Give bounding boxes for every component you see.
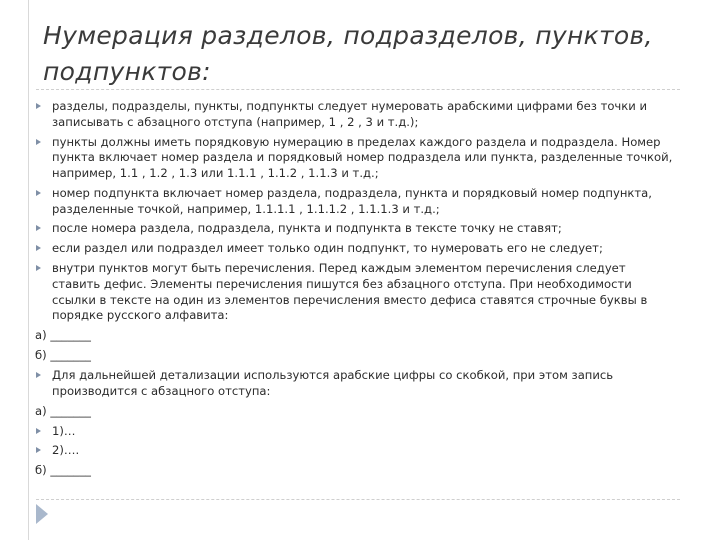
triangle-bullet-icon (36, 447, 41, 453)
footer-triangle-icon (36, 504, 48, 524)
list-item-text: если раздел или подраздел имеет только один подпункт, то нумеровать его не следует; (52, 241, 603, 256)
triangle-bullet-icon (36, 139, 41, 145)
triangle-bullet-icon (36, 245, 41, 251)
list-item-text: внутри пунктов могут быть перечисления. Перед каждым элементом перечисления следует ставить дефис. Элементы перечисления пишутся без абзацного отступа. При необходимости ссылки в тексте на один из элементов перечисления вместо дефиса ставятся строчные буквы в порядке русского алфавита: (52, 261, 648, 323)
list-item (35, 241, 675, 257)
left-margin-line (28, 0, 29, 540)
enumeration-line (35, 463, 675, 479)
list-item-text: 1)… (52, 423, 76, 438)
list-item (35, 135, 675, 182)
enumeration-text: б) _______ (35, 463, 91, 478)
triangle-bullet-icon (36, 428, 41, 434)
slide-body (35, 99, 675, 483)
enumeration-text: а) _______ (35, 403, 91, 418)
list-item-text: номер подпункта включает номер раздела, подраздела, пункта и порядковый номер подпункта, разделенные точкой, например, 1.1.1.1 , 1.1.1.2 , 1.1.1.3 и т.д.; (52, 185, 652, 216)
enumeration-line (35, 348, 675, 364)
list-item (35, 443, 675, 459)
list-item (35, 368, 675, 399)
footer-divider (36, 499, 680, 500)
list-item-text: после номера раздела, подраздела, пункта и подпункта в тексте точку не ставят; (52, 221, 562, 236)
enumeration-line (35, 404, 675, 420)
triangle-bullet-icon (36, 225, 41, 231)
triangle-bullet-icon (36, 190, 41, 196)
list-item (35, 186, 675, 217)
triangle-bullet-icon (36, 103, 41, 109)
enumeration-text: а) _______ (35, 328, 91, 343)
list-item-text: Для дальнейшей детализации используются арабские цифры со скобкой, при этом запись производится с абзацного отступа: (52, 368, 614, 398)
list-item (35, 221, 675, 237)
list-item-text: 2)…. (52, 443, 80, 458)
enumeration-line (35, 328, 675, 344)
list-item-text: разделы, подразделы, пункты, подпункты следует нумеровать арабскими цифрами без точки и записывать с абзацного отступа (например, 1 , 2 , 3 и т.д.); (52, 99, 648, 129)
enumeration-text: б) _______ (35, 348, 91, 363)
slide-title: Нумерация разделов, подразделов, пунктов, подпунктов: (43, 21, 653, 86)
title-divider (36, 89, 680, 90)
list-item (35, 261, 675, 324)
triangle-bullet-icon (36, 372, 41, 378)
list-item (35, 99, 675, 130)
list-item-text: пункты должны иметь порядковую нумерацию в пределах каждого раздела и подраздела. Номер пункта включает номер раздела и порядковый номер подраздела или пункта, разделенные точкой, например, 1.1 , 1.2 , 1.3 или 1.1.1 , 1.1.2 , 1.1.3 и т.д.; (52, 134, 673, 180)
triangle-bullet-icon (36, 265, 41, 271)
list-item (35, 424, 675, 440)
